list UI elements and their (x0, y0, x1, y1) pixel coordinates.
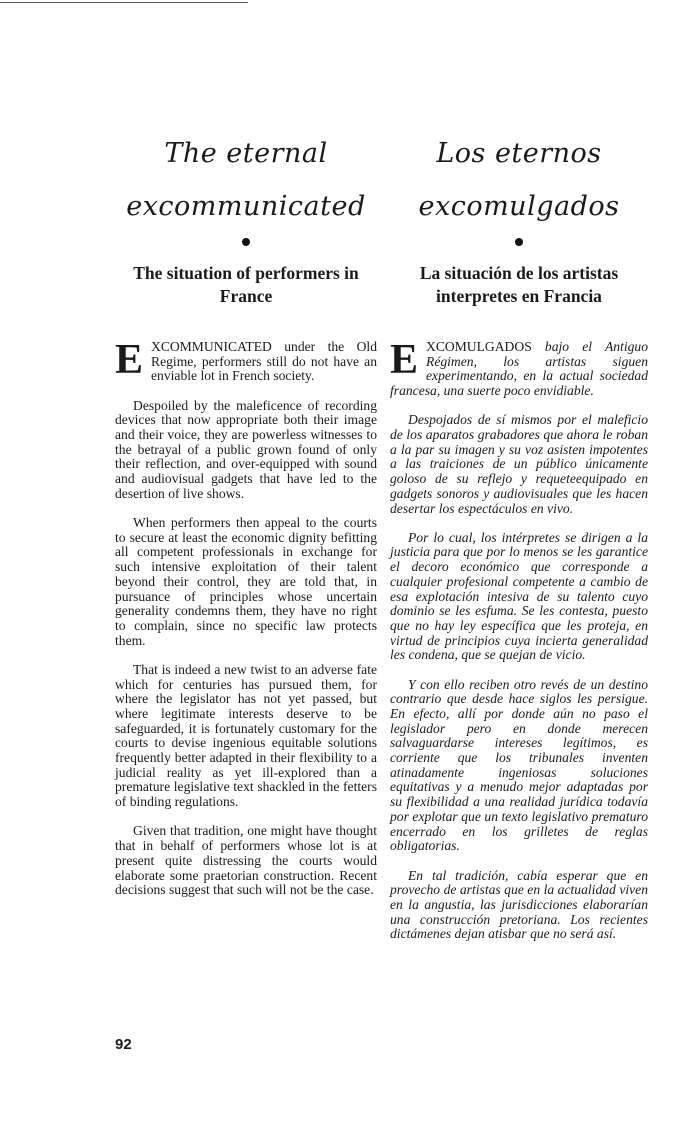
english-dropcap: E (115, 337, 144, 383)
english-lead-smallcaps: XCOMMUNICATED (151, 339, 272, 354)
spanish-paragraph: Y con ello reciben otro revés de un destino contrario que desde hace siglos les persigue. En efecto, allí por donde aún no paso el legislador pero en donde merecen salvaguardarse intereses legítimos, es corriente que los tribunales inventen atinadamente ingeniosas soluciones equitativas y a menudo mejor adaptadas por su flexibilidad a una realidad jurídica todavía por explotar que un texto legislativo prematuro encerrado en los grilletes de reglas obligatorias. (390, 676, 648, 854)
page-number: 92 (115, 1036, 132, 1053)
english-paragraph: That is indeed a new twist to an adverse fate which for centuries has pursued them, for where the legislator has not yet passed, but where legitimate interests deserve to be safeguarded, it is fortunately customary for the courts to devise ingenious equitable solutions frequently better adapted in their flexibility to a judicial reality as yet ill-explored than a premature legislative text shackled in the fetters of binding regulations. (115, 661, 377, 810)
spanish-subtitle: La situación de los artistas interpretes en Francia (419, 263, 619, 306)
english-paragraph: When performers then appeal to the courts to secure at least the economic dignity befitting all competent professionals in exchange for such intensive exploitation of their talent beyond their control, they are told that, in pursuance of principles whose uncertain generality condemns them, they have no right to complain, since no specific law protects them. (115, 515, 377, 648)
spanish-lead-text: bajo el Antiguo Régimen, los artistas siguen experimentando, en la actual sociedad francesa, una suerte poco envidiable. (390, 339, 648, 399)
english-subtitle: The situation of performers in France (133, 263, 359, 306)
spanish-lead-paragraph (390, 337, 648, 399)
english-paragraph: Given that tradition, one might have thought that in behalf of performers whose lot is at present quite distressing the courts would elaborate some praetorian construction. Recent decisions suggest that such will not be the case. (115, 823, 377, 898)
english-title-line1: The eternal (164, 138, 328, 169)
spanish-paragraph: Por lo cual, los intérpretes se dirigen a la justicia para que por lo menos se les garantice el decoro económico que corresponde a cualquier profesional competente a cambio de esa explotación intesiva de su talento cuyo dominio se les esfuma. Se les contesta, puesto que no hay ley específica que les proteja, en virtud de principios cuya incierta generalidad les condena, que se quejan de vicio. (390, 529, 648, 663)
english-body (115, 337, 377, 912)
english-paragraph: Despoiled by the maleficence of recording devices that now appropriate both their image and their voice, they are powerless witnesses to the betrayal of a public grown found of only their reflection, and over-equipped with sound and audiovisual gadgets that have led to the desertion of live shows. (115, 397, 377, 501)
spanish-dropcap: E (390, 337, 419, 383)
bullet-ornament (242, 238, 250, 246)
spanish-title-line2: excomulgados (418, 191, 620, 222)
spanish-paragraph: Despojados de sí mismos por el maleficio de los aparatos grabadores que ahora le roban a la par su imagen y su voz asisten impotentes a las traiciones de un público únicamente goloso de su reflejo y requeteequipado en gadgets sonoros y audiovisuales que les hacen desertar los espectáculos en vivo. (390, 412, 648, 516)
spanish-title-line1: Los eternos (436, 138, 602, 169)
english-lead-text: under the Old Regime, performers still do not have an enviable lot in French society. (151, 339, 377, 384)
english-lead-paragraph (115, 337, 377, 384)
spanish-body (390, 337, 648, 957)
english-title-line2: excommunicated (126, 191, 366, 222)
spanish-paragraph: En tal tradición, cabía esperar que en provecho de artistas que en la actualidad viven en la angustia, las jurisdicciones elaborarían una construcción pretoriana. Los recientes dictámenes dejan atisbar que no será así. (390, 867, 648, 942)
top-rule (0, 2, 248, 3)
spanish-lead-smallcaps: XCOMULGADOS (426, 339, 532, 354)
bullet-ornament (515, 238, 523, 246)
